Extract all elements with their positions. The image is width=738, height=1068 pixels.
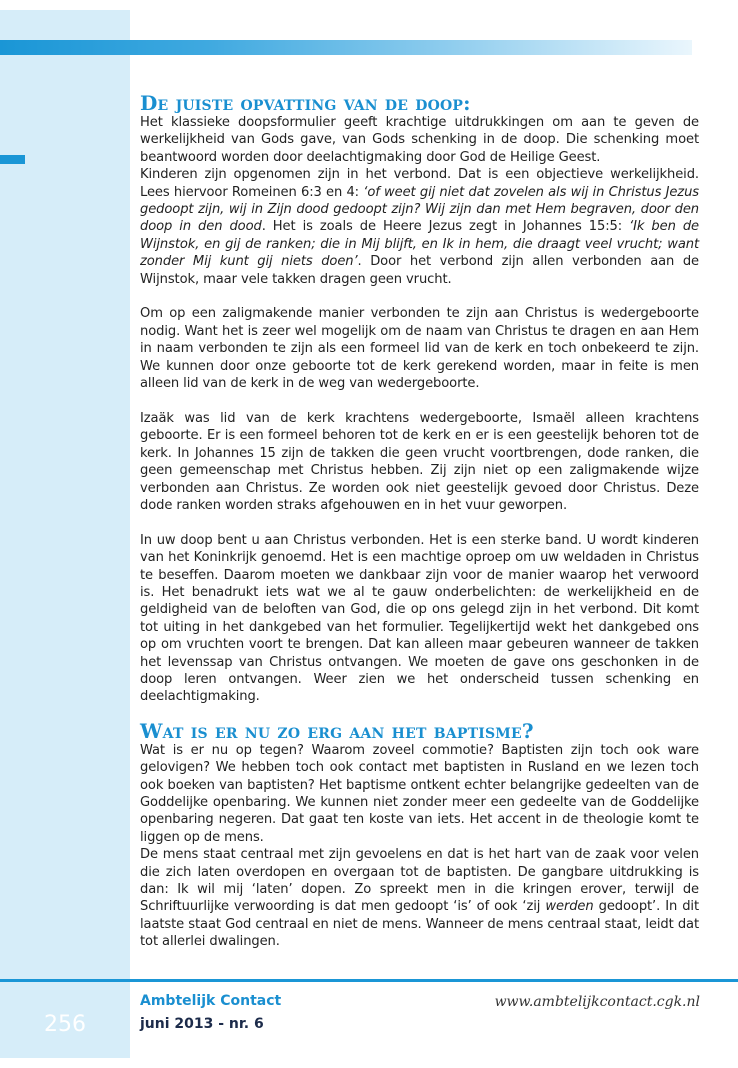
- side-marker: [0, 155, 25, 164]
- paragraph: Het klassieke doopsformulier geeft krachtige uitdrukkingen om aan te geven de werkelijkheid van Gods gave, van Gods schenking in de doop. Die schenking moet beantwoord worden door deelachtigmaking door God de Heilige Geest.: [140, 115, 699, 165]
- paragraph: Wat is er nu op tegen? Waarom zoveel commotie? Baptisten zijn toch ook ware gelovigen? We hebben toch ook contact met baptisten in Rusland en we lezen toch ook boeken van baptisten? Het baptisme ontkent echter belangrijke gedeelten van de Goddelijke openbaring. We kunnen niet zonder meer een gedeelte van de Goddelijke openbaring negeren. Dat gaat ten koste van iets. Het accent in de theologie komt te liggen op de mens.: [140, 742, 699, 845]
- scripture-quote: ‘of weet gij niet dat zovelen als wij in Christus Jezus gedoopt zijn, wij in Zijn dood gedoopt zijn? Wij zijn dan met Hem begraven, door den doop in den dood: [140, 184, 699, 235]
- text-run: gedoopt’. In dit laatste staat God centraal en niet de mens. Wanneer de mens centraal staat, leidt dat tot allerlei dwalingen.: [140, 899, 699, 950]
- paragraph: [140, 166, 699, 288]
- side-strip: [0, 10, 130, 1058]
- section-heading-baptisme: Wat is er nu zo erg aan het baptisme?: [140, 718, 534, 743]
- text-run: . Het is zoals de Heere Jezus zegt in Johannes 15:5:: [261, 219, 630, 235]
- magazine-title: Ambtelijk Contact: [140, 993, 282, 1009]
- text-run: Kinderen zijn opgenomen zijn in het verbond. Dat is een objectieve werkelijkheid. Lees hiervoor Romeinen 6:3 en 4:: [140, 167, 699, 200]
- text-run: . Door het verbond zijn allen verbonden aan de Wijnstok, maar vele takken dragen geen vrucht.: [140, 254, 700, 287]
- header-gradient-bar: [0, 40, 692, 55]
- scripture-quote: ‘Ik ben de Wijnstok, en gij de ranken; die in Mij blijft, en Ik in hem, die draagt veel vrucht; want zonder Mij kunt gij niets doen’: [140, 219, 700, 270]
- page-number: 256: [44, 1012, 86, 1037]
- issue-label: juni 2013 - nr. 6: [140, 1016, 264, 1032]
- paragraph: [140, 846, 699, 950]
- footer-rule: [0, 979, 738, 982]
- article-body: [140, 92, 699, 951]
- section-heading-doop: De juiste opvatting van de doop:: [140, 91, 471, 115]
- paragraph: Izaäk was lid van de kerk krachtens wedergeboorte, Ismaël alleen krachtens geboorte. Er is een formeel behoren tot de kerk en er is een geestelijk behoren tot de kerk. In Johannes 15 zijn de takken die geen vrucht voortbrengen, dode ranken, die geen gemeenschap met Christus hebben. Zij zijn niet op een zaligmakende wijze verbonden aan Christus. Ze worden ook niet geestelijk gevoed door Christus. Deze dode ranken worden straks afgehouwen en in het vuur geworpen.: [140, 410, 699, 513]
- emphasis: werden: [545, 899, 594, 915]
- text-run: De mens staat centraal met zijn gevoelens en dat is het hart van de zaak voor velen die zich laten overdopen en overgaan tot de baptisten. De gangbare uitdrukking is dan: Ik wil mij ‘laten’ dopen. Zo spreekt men in die kringen erover, terwijl de Schriftuurlijke verwoording is dat men gedoopt ‘is’ of ook ‘zij: [140, 847, 699, 915]
- paragraph: In uw doop bent u aan Christus verbonden. Het is een sterke band. U wordt kinderen van het Koninkrijk genoemd. Het is een machtige oproep om uw weldaden in Christus te beseffen. Daarom moeten we dankbaar zijn voor de manier waarop het verwoord is. Het benadrukt iets wat we al te gauw onderbelichten: de werkelijkheid en de geldigheid van de beloften van God, die op ons gelegd zijn in het verbond. Dit komt tot uiting in het dankgebed van het formulier. Tegelijkertijd wekt het dankgebed ons op om vruchten voort te brengen. Dat kan alleen maar gebeuren wanneer de takken het levenssap van Christus ontvangen. We moeten de gave ons geschonken in de doop leren ontvangen. Weer zien we het onderscheid tussen schenking en deelachtigmaking.: [140, 532, 699, 705]
- paragraph: Om op een zaligmakende manier verbonden te zijn aan Christus is wedergeboorte nodig. Want het is zeer wel mogelijk om de naam van Christus te dragen en aan Hem in naam verbonden te zijn als een formeel lid van de kerk en toch onbekeerd te zijn. We kunnen door onze geboorte tot de kerk gerekend worden, maar in feite is men alleen lid van de kerk in de weg van wedergeboorte.: [140, 306, 699, 392]
- website-url: www.ambtelijkcontact.cgk.nl: [494, 994, 700, 1010]
